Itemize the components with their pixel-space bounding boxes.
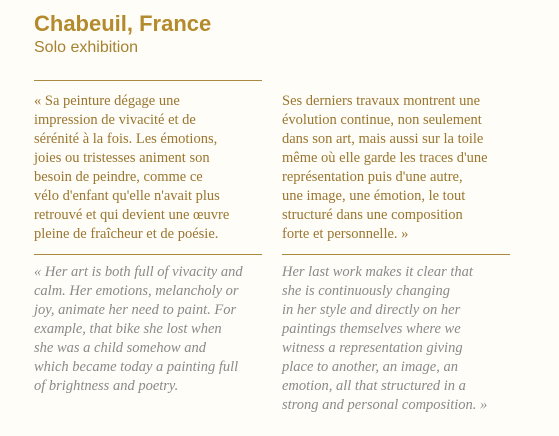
french-quote-left: « Sa peinture dégage une impression de vivacité et de sérénité à la fois. Les émotions, joies ou tristesses animent son besoin de peindre, comme ce vélo d'enfant qu'elle n'avait plus retrouvé et qui devient une œuvre pleine de fraîcheur et de poésie. — [34, 93, 230, 242]
french-quote-right: Ses derniers travaux montrent une évolution continue, non seulement dans son art, mais aussi sur la toile même où elle garde les traces d'une représentation puis d'une autre, une image, une émotion, le tout structuré dans une composition forte et personnelle. » — [282, 93, 488, 242]
english-quote-left: « Her art is both full of vivacity and calm. Her emotions, melancholy or joy, animate her need to paint. For example, that bike she lost when she was a child somehow and which became today a painting full of brightness and poetry. — [34, 264, 243, 394]
page-subtitle: Solo exhibition — [34, 39, 139, 56]
divider-left — [34, 254, 262, 255]
page-title: Chabeuil, France — [34, 11, 212, 36]
divider-right — [282, 254, 510, 255]
divider-top — [34, 80, 262, 81]
english-quote-right: Her last work makes it clear that she is continuously changing in her style and directly on her paintings themselves where we witness a representation giving place to another, an image, an emotion, all that structured in a strong and personal composition. » — [282, 264, 488, 413]
